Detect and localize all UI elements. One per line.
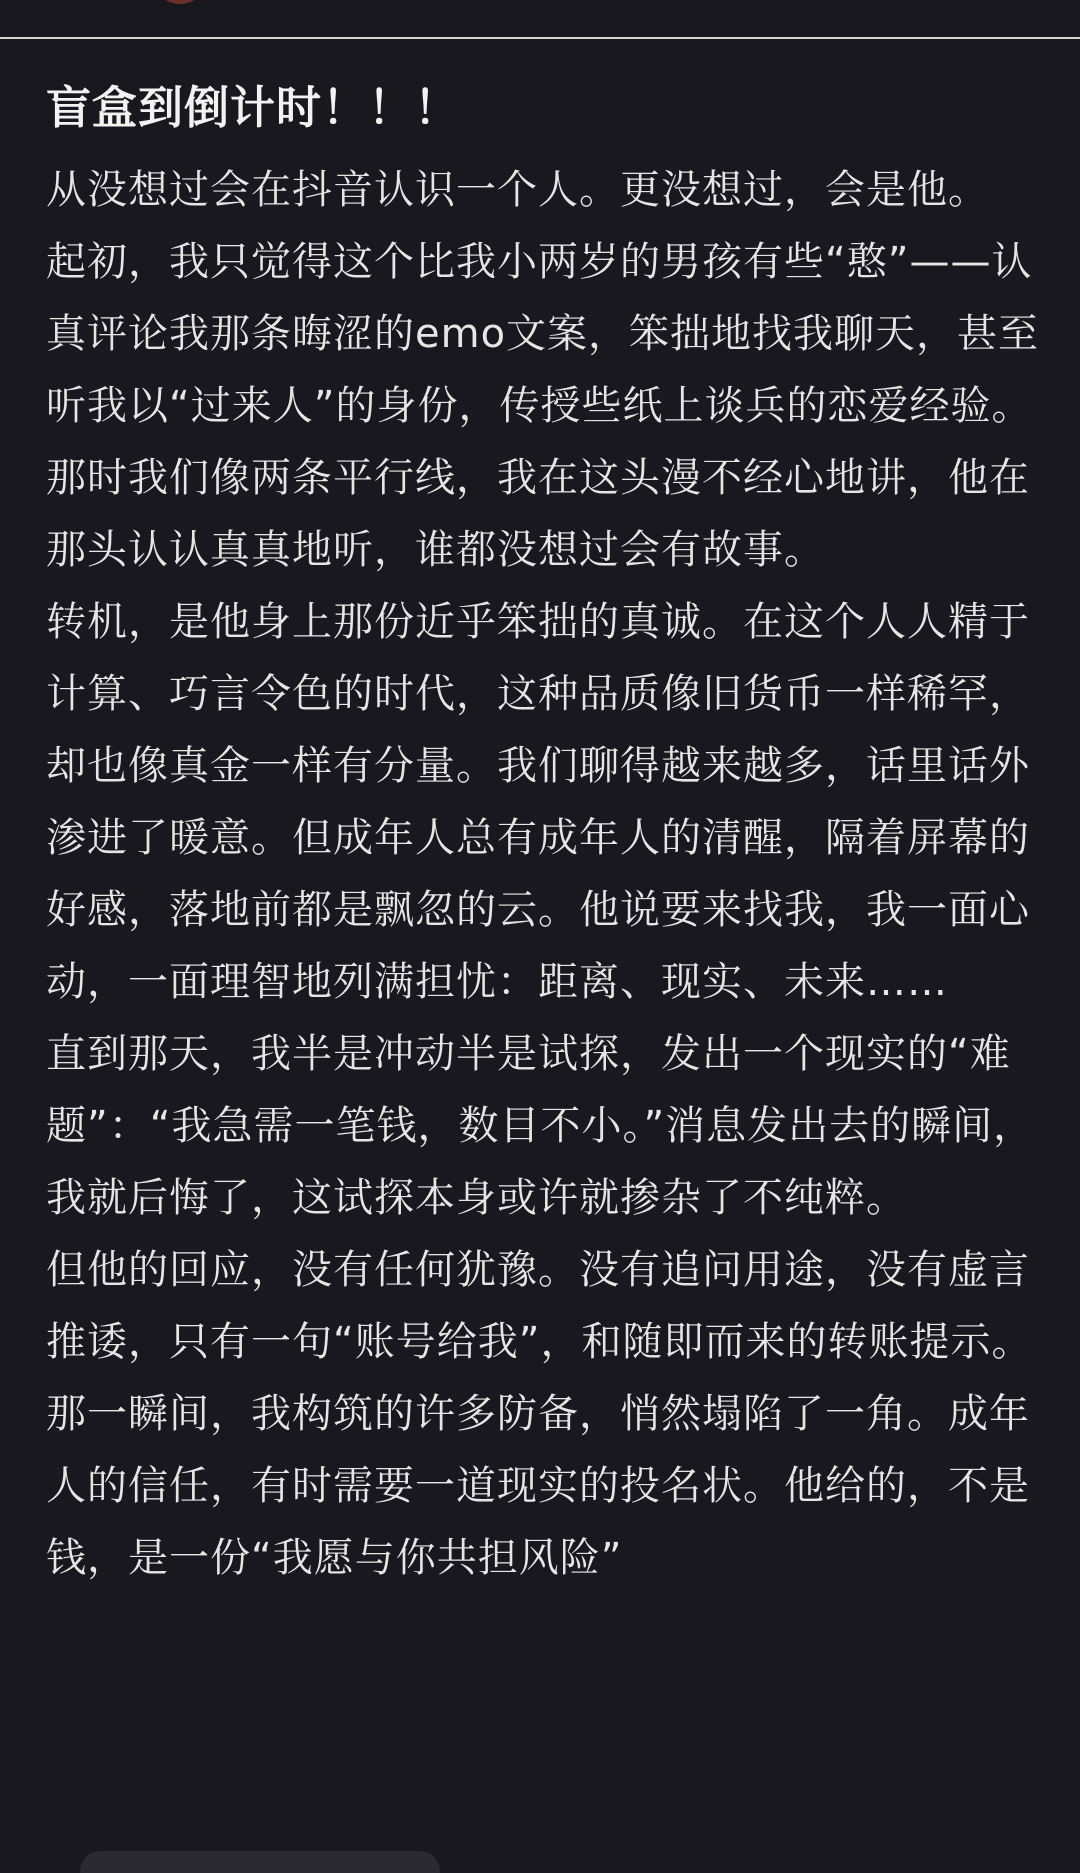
post-title: 盲盒到倒计时！！！ [46,81,461,134]
paragraph-1: 从没想过会在抖音认识一个人。更没想过，会是他。 [46,167,989,213]
paragraph-2: 起初，我只觉得这个比我小两岁的男孩有些“憨”——认真评论我那条晦涩的emo文案，笨拙地找我聊天，甚至听我以“过来人”的身份，传授些纸上谈兵的恋爱经验。那时我们像两条平行线，我在这头漫不经心地讲，他在那头认认真真地听，谁都没想过会有故事。 [46,239,1040,573]
paragraph-3: 转机，是他身上那份近乎笨拙的真诚。在这个人人精于计算、巧言令色的时代，这种品质像旧货币一样稀罕，却也像真金一样有分量。我们聊得越来越多，话里话外渗进了暖意。但成年人总有成年人的清醒，隔着屏幕的好感，落地前都是飘忽的云。他说要来找我，我一面心动，一面理智地列满担忧：距离、现实、未来…… [46,599,1030,1005]
header-divider [0,37,1080,39]
avatar[interactable] [152,0,208,4]
paragraph-6: 那一瞬间，我构筑的许多防备，悄然塌陷了一角。成年人的信任，有时需要一道现实的投名状。他给的，不是钱，是一份“我愿与你共担风险” [46,1391,1030,1581]
paragraph-5: 但他的回应，没有任何犹豫。没有追问用途，没有虚言推诿，只有一句“账号给我”，和随即而来的转账提示。 [46,1247,1033,1365]
post-content [46,72,1046,1873]
bottom-bar-pill[interactable] [80,1851,440,1873]
paragraph-4: 直到那天，我半是冲动半是试探，发出一个现实的“难题”：“我急需一笔钱，数目不小。”消息发出去的瞬间，我就后悔了，这试探本身或许就掺杂了不纯粹。 [46,1031,1035,1221]
